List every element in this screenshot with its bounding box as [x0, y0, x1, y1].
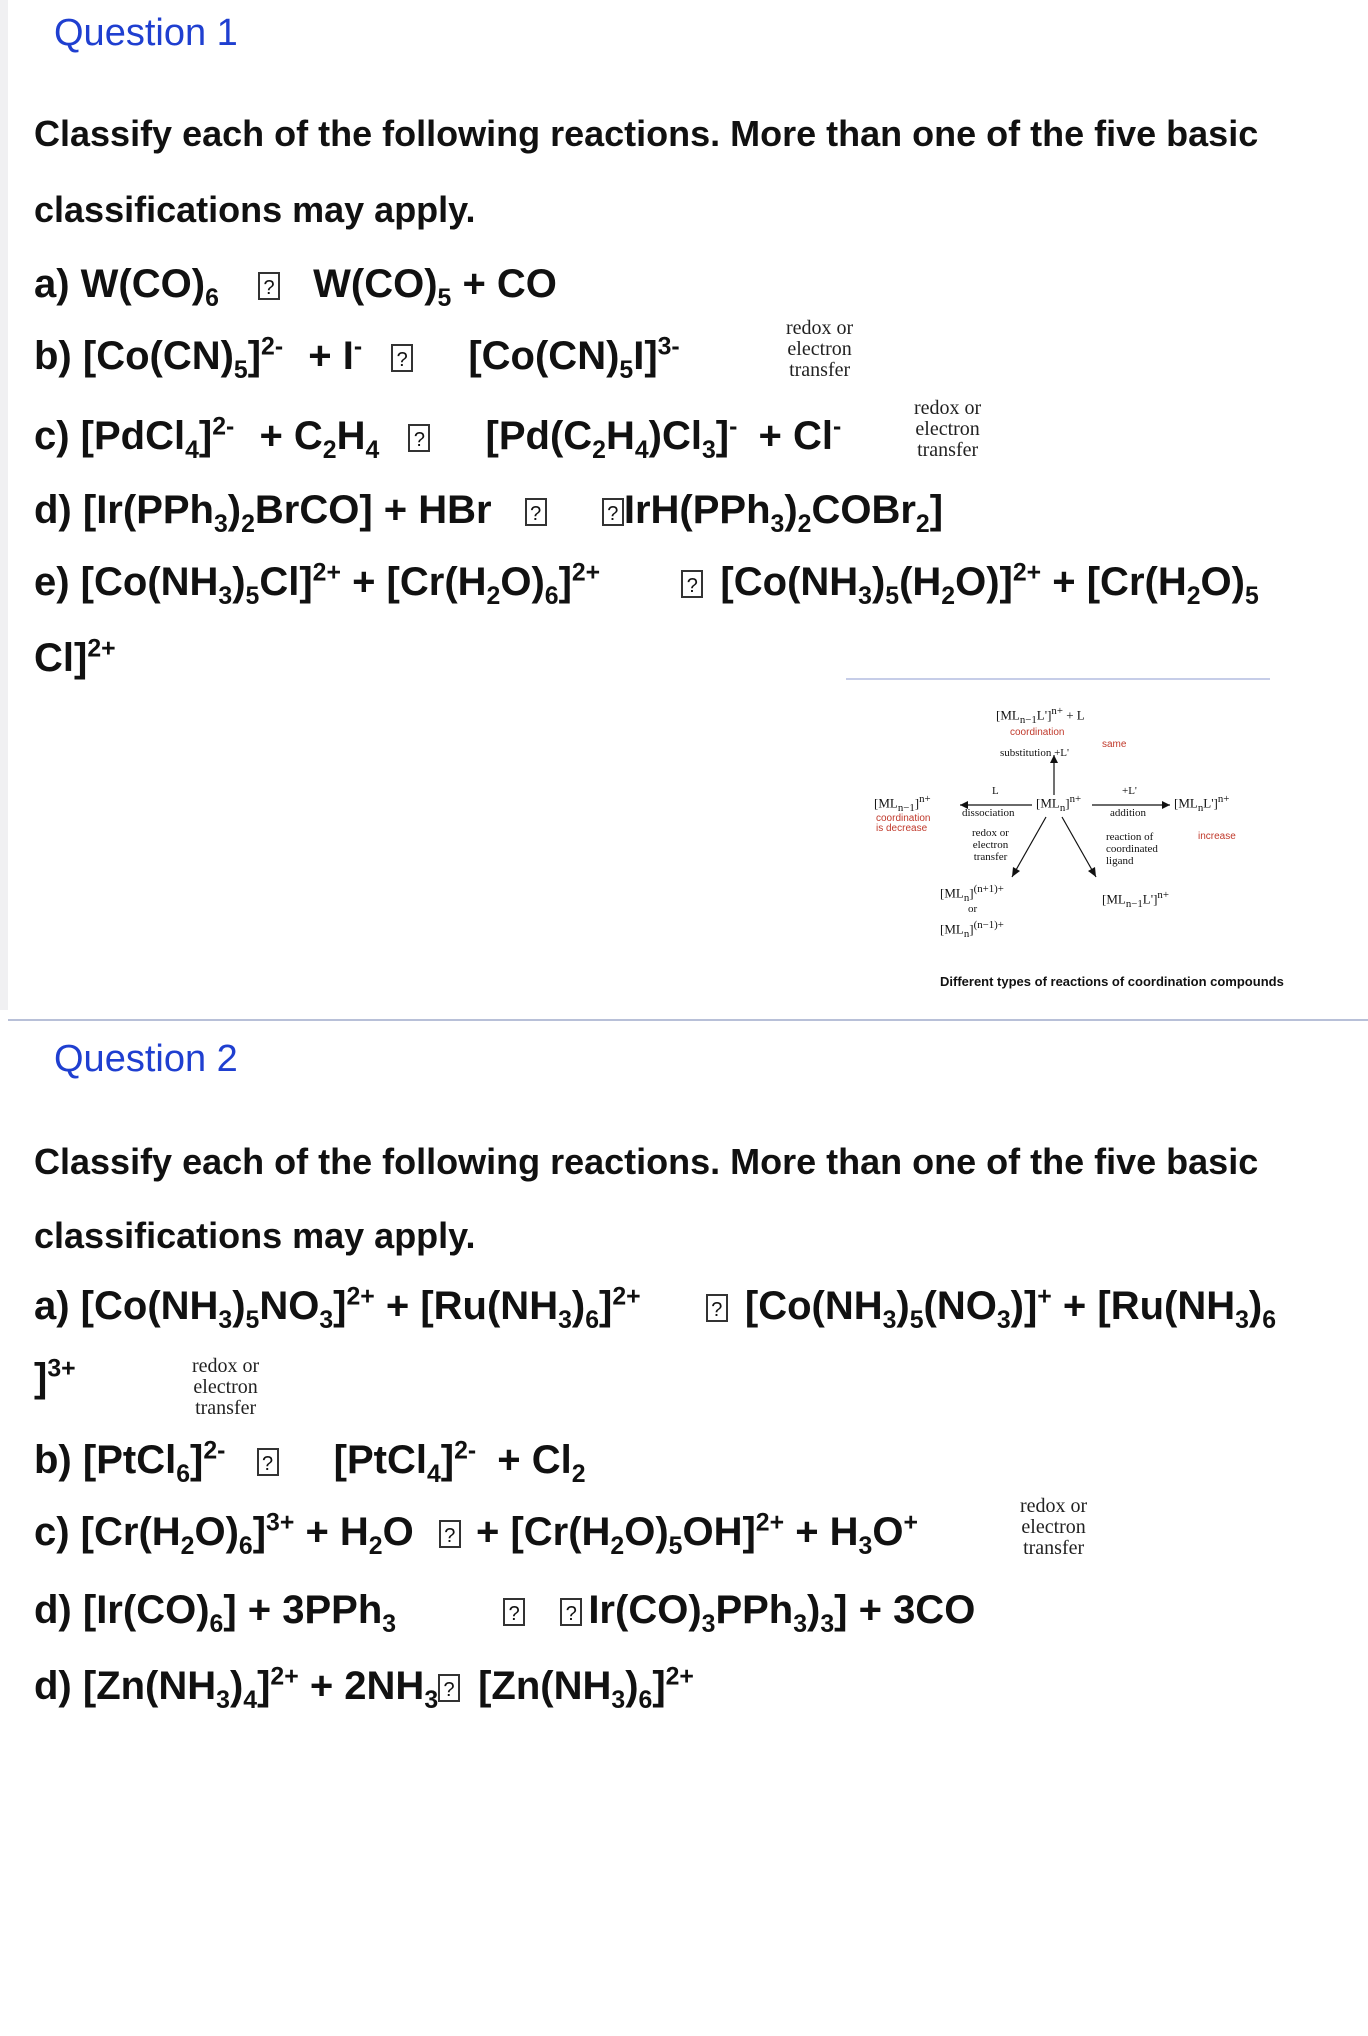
q2-reaction-d-zinc: d) $[Zn(NH_3)_4]^{2+} + 2NH_3$ ? $[Zn(NH_3)_6]^{2+}$ — [34, 1663, 694, 1714]
section-divider — [8, 1019, 1368, 1021]
q2-reaction-d-iridium: d) $[Ir(CO)_6] + 3PPh_3$ ? ? $Ir(CO)_3PPh_3)_3] + 3CO$ — [34, 1588, 976, 1638]
diagram-handwritten-increase: increase — [1198, 831, 1236, 842]
q1-instruction-line-1: Classify each of the following reactions. More than one of the five basic — [34, 113, 1259, 154]
handwritten-note-redox-4: redox or electron transfer — [1020, 1495, 1088, 1559]
diagram-right-complex: $[ML_nL']^{n+}$ — [1174, 793, 1230, 814]
missing-arrow-glyph: ? — [525, 498, 547, 526]
left-margin-bar — [0, 0, 8, 1010]
diagram-left-complex: $[ML_{n-1}]^{n+}$ — [874, 793, 931, 814]
diagram-bottom-left-complex-2: $[ML_n]^{(n-1)+}$ — [940, 919, 1004, 940]
q1-reaction-e-continued: Cl]$^{2+}$ — [34, 635, 116, 680]
missing-arrow-glyph: ? — [408, 424, 430, 452]
missing-arrow-glyph: ? — [391, 344, 413, 372]
diagram-label-reaction-ligand: reaction of coordinated ligand — [1106, 831, 1158, 867]
handwritten-note-redox-1: redox or electron transfer — [786, 317, 854, 381]
missing-arrow-glyph: ? — [706, 1294, 728, 1322]
question-2-title: Question 2 — [54, 1038, 238, 1080]
q1-reaction-e: e) $[Co(NH_3)_5Cl]^{2+} + [Cr(H_2O)_6]^{2+}$ ? $[Co(NH_3)_5(H_2O)]^{2+} + [Cr(H_2O)_5$ — [34, 559, 1259, 610]
missing-arrow-glyph: ? — [258, 272, 280, 300]
q2-reaction-a: a) $[Co(NH_3)_5NO_3]^{2+} + [Ru(NH_3)_6]^{2+}$ ? $[Co(NH_3)_5(NO_3)]^+ + [Ru(NH_3)_6$ — [34, 1283, 1277, 1334]
q1-reaction-d: d) $[Ir(PPh_3)_2BrCO]$ + HBr ? ? $IrH(PPh_3)_2COBr_2$] — [34, 488, 944, 538]
q1-instruction-line-2: classifications may apply. — [34, 189, 476, 230]
diagram-label-addition: addition — [1110, 807, 1147, 819]
question-1-title: Question 1 — [54, 12, 238, 54]
diagram-label-redox: redox or electron transfer — [972, 827, 1009, 863]
coordination-reactions-diagram — [840, 655, 1270, 1000]
diagram-center-complex: $[ML_n]^{n+}$ — [1036, 793, 1082, 814]
handwritten-note-redox-2: redox or electron transfer — [914, 397, 982, 461]
handwritten-note-redox-3: redox or electron transfer — [192, 1355, 260, 1419]
missing-symbol-glyph: ? — [602, 498, 624, 526]
diagram-handwritten-same: same — [1102, 739, 1127, 750]
diagram-handwritten-decrease: is decrease — [876, 823, 928, 834]
diagram-bottom-left-complex-1: $[ML_n]^{(n+1)+}$ — [940, 883, 1004, 904]
diagram-label-l: L — [992, 785, 999, 797]
q1-reaction-a: a) $W(CO)_6$ ? $W(CO)_5$ + CO — [34, 262, 557, 312]
diagram-bottom-right-complex: $[ML_{n-1}L']^{n+}$ — [1102, 889, 1169, 910]
diagram-label-dissociation: dissociation — [962, 807, 1015, 819]
q2-reaction-c: c) $[Cr(H_2O)_6]^{3+} + H_2O$ ? + $[Cr(H_2O)_5OH]^{2+} + H_3O^+$ — [34, 1509, 918, 1560]
diagram-handwritten-coordination-left: coordination — [876, 813, 931, 824]
missing-symbol-glyph: ? — [560, 1598, 582, 1626]
q2-reaction-a-continued: ]$^{3+}$ — [34, 1355, 76, 1400]
q2-reaction-b: b) [PtCl$_6$]$^{2-}$ ? [PtCl$_4$]$^{2-}$ + $Cl_2$ — [34, 1437, 586, 1488]
missing-arrow-glyph: ? — [439, 1520, 461, 1548]
diagram-top-complex: $[ML_{n-1}L']^{n+} + L$ — [996, 705, 1085, 726]
missing-arrow-glyph: ? — [681, 570, 703, 598]
diagram-caption: Different types of reactions of coordination compounds — [940, 974, 1284, 989]
diagram-label-add-plus: +L' — [1122, 785, 1137, 797]
q2-instruction-line-1: Classify each of the following reactions. More than one of the five basic — [34, 1141, 1259, 1182]
missing-arrow-glyph: ? — [257, 1448, 279, 1476]
q1-reaction-b: b) $[Co(CN)_5]^{2-} + I^-$ ? $[Co(CN)_5I]^{3-}$ — [34, 333, 680, 384]
missing-arrow-glyph: ? — [503, 1598, 525, 1626]
diagram-handwritten-coordination: coordination — [1010, 727, 1065, 738]
q2-instruction-line-2: classifications may apply. — [34, 1215, 476, 1256]
diagram-label-substitution: substitution +L' — [1000, 747, 1069, 759]
diagram-label-or: or — [968, 903, 978, 915]
q1-reaction-c: c) [PdCl$_4$]$^{2-}$ + $C_2H_4$ ? $[Pd(C_2H_4)Cl_3]^- + Cl^-$ — [34, 413, 842, 464]
missing-arrow-glyph: ? — [438, 1674, 460, 1702]
